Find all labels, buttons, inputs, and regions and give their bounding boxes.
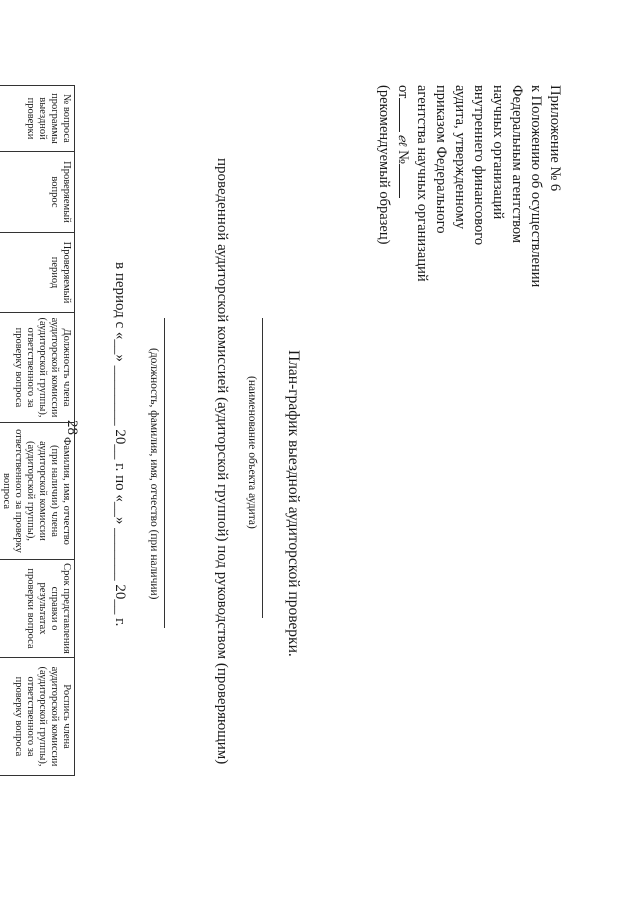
- plan-title: План-график выездной аудиторской проверки.: [285, 350, 302, 657]
- appendix-note: (рекомендуемый образец): [376, 85, 392, 245]
- column-header: Проверяемый вопрос: [0, 152, 75, 233]
- page-number: 28: [64, 420, 80, 435]
- number-fill-line: [399, 164, 400, 198]
- appendix-line: внутреннего финансового: [471, 85, 487, 246]
- number-prefix: №: [395, 150, 411, 164]
- appendix-line: приказом Федерального: [433, 85, 449, 234]
- audit-object-caption: (наименование объекта аудита): [246, 376, 258, 529]
- audit-object-fill-line: [262, 318, 263, 618]
- period-line: в период с «__» ________ 20__ г. по «__» _______ 20__ г.: [112, 262, 128, 627]
- column-header: Проверяемый период: [0, 233, 75, 313]
- appendix-line: аудита, утвержденному: [452, 85, 468, 230]
- column-header: № вопроса программы выездной проверки: [0, 86, 75, 152]
- appendix-line: Федеральным агентством: [509, 85, 525, 244]
- plan-schedule-table: [0, 85, 75, 776]
- handwritten-mark-icon: ℯℓ: [396, 134, 410, 147]
- column-header: Срок представления справки о результатах проверки вопроса: [0, 560, 75, 658]
- column-header: Должность члена аудиторской комиссии (аудиторской группы), ответственного за проверку вопроса: [0, 313, 75, 423]
- appendix-block: [374, 85, 564, 345]
- appendix-line: к Положению об осуществлении: [528, 85, 544, 288]
- head-caption: (должность, фамилия, имя, отчество (при наличии): [148, 348, 160, 600]
- appendix-line: агентства научных организаций: [414, 85, 430, 282]
- appendix-line: научных организаций: [490, 85, 506, 220]
- column-header: Роспись члена аудиторской комиссии (аудиторской группы), ответственного за проверку вопроса: [0, 658, 75, 776]
- table-header-row: [0, 86, 75, 776]
- column-header: Фамилия, имя, отчество (при наличии) члена аудиторской комиссии (аудиторской группы), ответственного за проверку вопроса: [0, 423, 75, 560]
- head-fill-line: [164, 318, 165, 628]
- date-fill-line: [399, 98, 400, 132]
- date-prefix: от: [395, 85, 411, 99]
- appendix-date-line: [393, 85, 412, 345]
- appendix-line: Приложение № 6: [547, 85, 563, 192]
- conducted-by-text: проведенной аудиторской комиссией (аудиторской группой) под руководством (проверяющим): [214, 158, 230, 765]
